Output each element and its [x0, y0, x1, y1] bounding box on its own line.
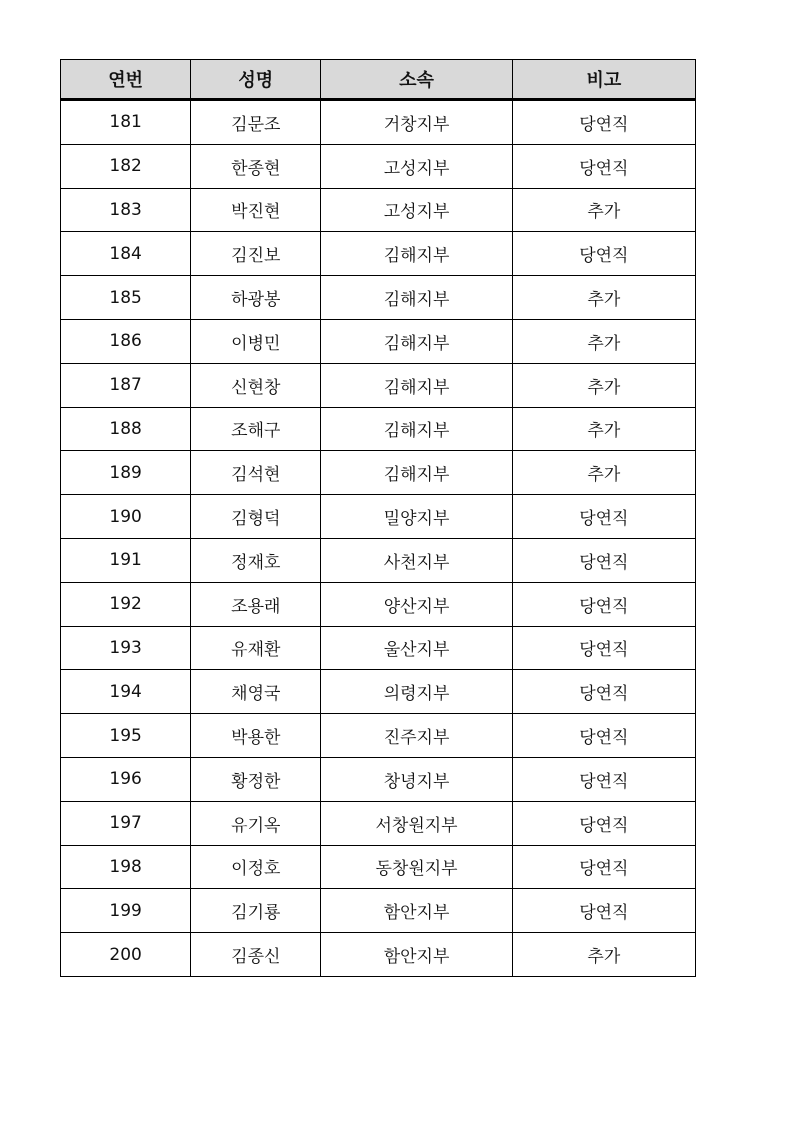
cell-branch: 밀양지부 [321, 495, 512, 539]
table-row [61, 538, 696, 582]
table-row [61, 845, 696, 889]
cell-name: 하광봉 [191, 276, 321, 320]
table-row [61, 757, 696, 801]
cell-branch: 김해지부 [321, 276, 512, 320]
cell-branch: 양산지부 [321, 582, 512, 626]
cell-no: 190 [61, 495, 191, 539]
header-name: 성명 [191, 60, 321, 100]
table-row [61, 582, 696, 626]
cell-note: 추가 [512, 363, 695, 407]
cell-name: 김석현 [191, 451, 321, 495]
cell-note: 추가 [512, 933, 695, 977]
cell-name: 유재환 [191, 626, 321, 670]
table-row [61, 933, 696, 977]
table-row [61, 276, 696, 320]
cell-note: 당연직 [512, 495, 695, 539]
cell-no: 198 [61, 845, 191, 889]
cell-no: 181 [61, 100, 191, 145]
cell-name: 신현창 [191, 363, 321, 407]
cell-no: 194 [61, 670, 191, 714]
cell-branch: 의령지부 [321, 670, 512, 714]
table-row [61, 232, 696, 276]
cell-branch: 김해지부 [321, 407, 512, 451]
table-row [61, 144, 696, 188]
cell-name: 한종현 [191, 144, 321, 188]
cell-no: 196 [61, 757, 191, 801]
cell-branch: 울산지부 [321, 626, 512, 670]
cell-branch: 동창원지부 [321, 845, 512, 889]
cell-note: 당연직 [512, 582, 695, 626]
table-row [61, 889, 696, 933]
cell-branch: 고성지부 [321, 144, 512, 188]
table-body [61, 100, 696, 977]
cell-name: 박용한 [191, 714, 321, 758]
cell-note: 당연직 [512, 845, 695, 889]
header-row [61, 60, 696, 100]
cell-note: 당연직 [512, 144, 695, 188]
table-row [61, 801, 696, 845]
header-no: 연번 [61, 60, 191, 100]
table-row [61, 363, 696, 407]
header-branch: 소속 [321, 60, 512, 100]
cell-no: 183 [61, 188, 191, 232]
cell-no: 193 [61, 626, 191, 670]
cell-note: 당연직 [512, 670, 695, 714]
cell-no: 195 [61, 714, 191, 758]
cell-name: 유기옥 [191, 801, 321, 845]
cell-no: 188 [61, 407, 191, 451]
table-row [61, 407, 696, 451]
cell-branch: 김해지부 [321, 363, 512, 407]
cell-note: 추가 [512, 188, 695, 232]
cell-name: 김기룡 [191, 889, 321, 933]
cell-name: 김형덕 [191, 495, 321, 539]
cell-branch: 함안지부 [321, 933, 512, 977]
cell-name: 이병민 [191, 319, 321, 363]
cell-note: 추가 [512, 407, 695, 451]
cell-no: 185 [61, 276, 191, 320]
cell-no: 184 [61, 232, 191, 276]
cell-note: 당연직 [512, 801, 695, 845]
cell-branch: 진주지부 [321, 714, 512, 758]
cell-branch: 김해지부 [321, 232, 512, 276]
cell-note: 추가 [512, 319, 695, 363]
cell-name: 이정호 [191, 845, 321, 889]
cell-name: 김종신 [191, 933, 321, 977]
cell-no: 186 [61, 319, 191, 363]
cell-no: 182 [61, 144, 191, 188]
cell-branch: 고성지부 [321, 188, 512, 232]
table-row [61, 451, 696, 495]
table-row [61, 495, 696, 539]
cell-note: 추가 [512, 276, 695, 320]
cell-name: 황정한 [191, 757, 321, 801]
cell-note: 당연직 [512, 714, 695, 758]
cell-note: 당연직 [512, 626, 695, 670]
cell-note: 당연직 [512, 232, 695, 276]
cell-name: 채영국 [191, 670, 321, 714]
header-note: 비고 [512, 60, 695, 100]
table-row [61, 319, 696, 363]
cell-name: 김문조 [191, 100, 321, 145]
table-row [61, 626, 696, 670]
cell-no: 192 [61, 582, 191, 626]
cell-note: 당연직 [512, 538, 695, 582]
cell-branch: 창녕지부 [321, 757, 512, 801]
cell-note: 추가 [512, 451, 695, 495]
member-roster-table [60, 59, 696, 977]
cell-branch: 사천지부 [321, 538, 512, 582]
table-row [61, 100, 696, 145]
cell-name: 조용래 [191, 582, 321, 626]
table-row [61, 188, 696, 232]
cell-note: 당연직 [512, 889, 695, 933]
table-row [61, 670, 696, 714]
cell-note: 당연직 [512, 757, 695, 801]
table-row [61, 714, 696, 758]
cell-branch: 함안지부 [321, 889, 512, 933]
cell-name: 김진보 [191, 232, 321, 276]
cell-branch: 서창원지부 [321, 801, 512, 845]
cell-branch: 김해지부 [321, 451, 512, 495]
cell-no: 199 [61, 889, 191, 933]
cell-no: 187 [61, 363, 191, 407]
cell-no: 189 [61, 451, 191, 495]
table-header [61, 60, 696, 100]
cell-note: 당연직 [512, 100, 695, 145]
cell-name: 정재호 [191, 538, 321, 582]
cell-branch: 거창지부 [321, 100, 512, 145]
cell-branch: 김해지부 [321, 319, 512, 363]
cell-no: 191 [61, 538, 191, 582]
cell-no: 200 [61, 933, 191, 977]
cell-name: 조해구 [191, 407, 321, 451]
cell-name: 박진현 [191, 188, 321, 232]
cell-no: 197 [61, 801, 191, 845]
